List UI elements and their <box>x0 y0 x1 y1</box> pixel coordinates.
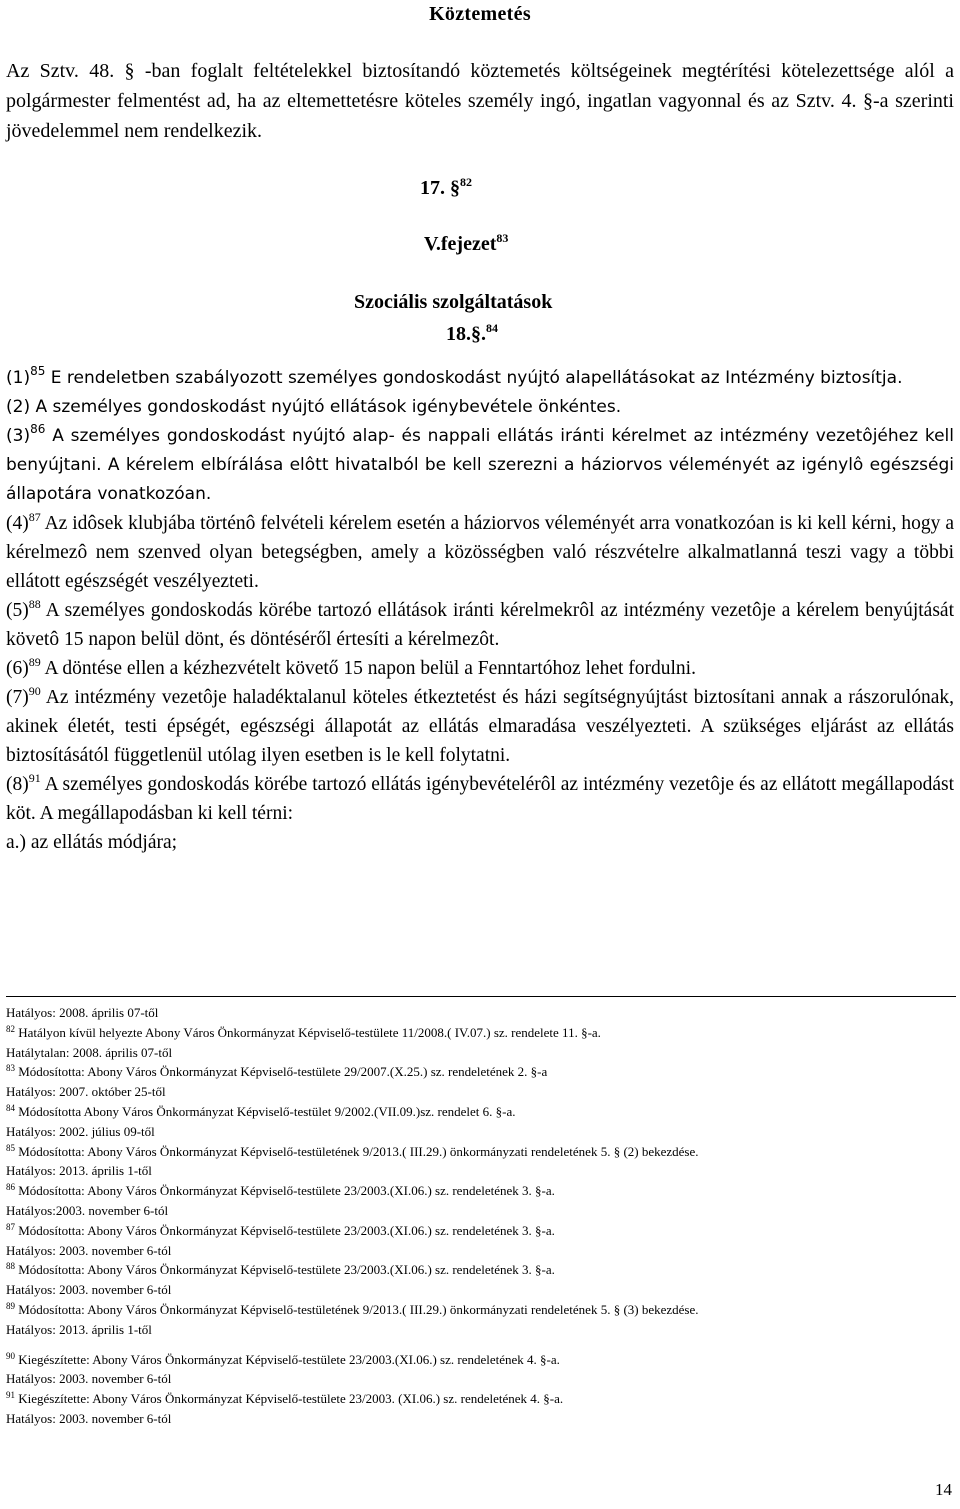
paragraph-text: A személyes gondoskodás körébe tartozó ellátás igénybevételérôl az intézmény vezetôje és az ellátott megállapodást köt. A megállapodásban ki kell térni: <box>6 774 954 824</box>
section-18-label: 18.§. <box>446 323 486 345</box>
footnote-89: $^{89}$ Módosította: Abony Város Önkormányzat Képviselő-testületének 9/2013.( III.29.) önkormányzati rendeletének 5. § (3) bekezdése. <box>6 1300 699 1317</box>
page-title: Köztemetés <box>429 3 531 25</box>
footnote-number: 89 <box>6 1300 15 1311</box>
footnote-84: $^{84}$ Módosította Abony Város Önkormányzat Képviselő-testület 9/2002.(VII.09.)sz. rendelet 6. §-a. <box>6 1102 516 1119</box>
intro-paragraph: Az Sztv. 48. § -ban foglalt feltételekkel biztosítandó köztemetés költségeinek megtérítési kötelezettsége alól a polgármester felmentést ad, ha az eltemettetésre köteles személy ingó, ingatlan vagyonnal és az Sztv. 4. §-a szerinti jövedelemmel nem rendelkezik. <box>6 60 954 142</box>
footnote-line: Hatályos: 2003. november 6-tól <box>6 1371 172 1387</box>
footnote-ref[interactable]: 86 <box>30 422 46 436</box>
footnote-line: Hatályos: 2003. november 6-tól <box>6 1282 172 1298</box>
section-18-heading <box>446 322 498 346</box>
paragraph-number: (5) <box>6 600 29 621</box>
footnote-number: 85 <box>6 1142 15 1153</box>
paragraph-text: A személyes gondoskodást nyújtó alap- és nappali ellátás iránti kérelmet az intézmény vezetôjéhez kell benyújtani. A kérelem elbírálása elôtt hivatalból be kell szerezni a háziorvos véleményét az igénylô egészségi állapotára vonatkozóan. <box>6 426 954 504</box>
footnote-83: $^{83}$ Módosította: Abony Város Önkormányzat Képviselő-testülete 29/2007.(X.25.) sz. rendeletének 2. §-a <box>6 1063 548 1080</box>
footnote-line: Hatályos: 2003. november 6-tól <box>6 1410 172 1426</box>
footnote-ref[interactable]: 83 <box>496 231 509 245</box>
footnote-number: 86 <box>6 1182 15 1193</box>
paragraph-number: (8) <box>6 774 29 795</box>
footnote-number: 88 <box>6 1261 15 1272</box>
footnote-ref[interactable]: 90 <box>28 684 41 698</box>
paragraph-7 <box>6 683 954 770</box>
footnote-ref[interactable]: 87 <box>28 510 41 524</box>
paragraph-5 <box>6 596 954 654</box>
footnote-line: Hatályos: 2003. november 6-tól <box>6 1242 172 1258</box>
paragraph-text: a.) az ellátás módjára; <box>6 832 178 853</box>
paragraph-1 <box>6 364 954 393</box>
footnote-ref[interactable]: 89 <box>28 655 41 669</box>
footnotes <box>6 1003 954 1429</box>
footnote-85: $^{85}$ Módosította: Abony Város Önkormányzat Képviselő-testületének 9/2013.( III.29.) önkormányzati rendeletének 5. § (2) bekezdése. <box>6 1142 699 1159</box>
footnote-87: $^{87}$ Módosította: Abony Város Önkormányzat Képviselő-testülete 23/2003.(XI.06.) sz. rendeletének 3. §-a. <box>6 1221 555 1238</box>
footnote-line: Hatályos:2003. november 6-tól <box>6 1202 169 1218</box>
footnote-number: 83 <box>6 1063 15 1074</box>
footnote-line: Hatályos: 2008. április 07-től <box>6 1005 159 1020</box>
footnote-ref[interactable]: 82 <box>460 175 472 189</box>
footnote-ref[interactable]: 88 <box>28 597 41 611</box>
footnote-ref[interactable]: 91 <box>28 771 41 785</box>
footnote-90: $^{90}$ Kiegészítette: Abony Város Önkormányzat Képviselő-testülete 23/2003.(XI.06.) sz. rendeletének 4. §-a. <box>6 1350 560 1367</box>
paragraph-text: E rendeletben szabályozott személyes gondoskodást nyújtó alapellátásokat az Intézmény biztosítja. <box>45 368 903 388</box>
paragraph-2 <box>6 393 954 422</box>
footnote-ref[interactable]: 84 <box>486 321 498 335</box>
footnote-line: Hatályos: 2013. április 1-től <box>6 1321 152 1337</box>
chapter-label: V.fejezet <box>424 233 497 255</box>
paragraph-8 <box>6 770 954 828</box>
paragraph-text: A személyes gondoskodást nyújtó ellátások igénybevétele önkéntes. <box>30 397 622 417</box>
paragraph-number: (1) <box>6 368 31 388</box>
paragraph-number: (3) <box>6 426 31 446</box>
section-17-heading <box>420 176 472 200</box>
footnote-86: $^{86}$ Módosította: Abony Város Önkormányzat Képviselő-testülete 23/2003.(XI.06.) sz. rendeletének 3. §-a. <box>6 1182 555 1199</box>
footnote-number: 91 <box>6 1390 15 1401</box>
footnote-line: Hatálytalan: 2008. április 07-től <box>6 1044 173 1060</box>
footnote-82: $^{82}$ Hatályon kívül helyezte Abony Város Önkormányzat Képviselő-testülete 11/2008.( IV.07.) sz. rendelete 11. §-a. <box>6 1023 601 1040</box>
section-17-label: 17. § <box>420 177 460 199</box>
paragraph-text: A döntése ellen a kézhezvételt követő 15 napon belül a Fenntartóhoz lehet fordulni. <box>40 658 696 679</box>
page-number: 14 <box>935 1480 952 1499</box>
paragraph-number: (4) <box>6 513 29 534</box>
footnote-number: 84 <box>6 1102 15 1113</box>
chapter-heading <box>424 232 508 256</box>
footnote-line: Hatályos: 2002. július 09-től <box>6 1123 155 1139</box>
footnote-number: 87 <box>6 1221 15 1232</box>
paragraph-4 <box>6 509 954 596</box>
footnote-spacer <box>6 1340 954 1350</box>
paragraph-text: Az idôsek klubjába történô felvételi kérelem esetén a háziorvos véleményét arra vonatkozóan is ki kell kérni, hogy a kérelmezô nem szenved olyan betegségben, amely a közösségben való részvételre alkalmatlanná teszi vagy a többi ellátott egészségét veszélyezteti. <box>6 513 954 592</box>
paragraph-3 <box>6 422 954 509</box>
footnote-line: Hatályos: 2013. április 1-től <box>6 1163 152 1179</box>
section-18-body <box>6 364 954 857</box>
footnote-line: Hatályos: 2007. október 25-től <box>6 1084 166 1100</box>
list-item-a <box>6 828 954 857</box>
paragraph-number: (6) <box>6 658 29 679</box>
chapter-title: Szociális szolgáltatások <box>354 291 553 313</box>
paragraph-6 <box>6 654 954 683</box>
paragraph-text: A személyes gondoskodás körébe tartozó ellátások iránti kérelmekrôl az intézmény vezetôje a kérelem benyújtását követô 15 napon belül dönt, és döntéséről értesíti a kérelmezôt. <box>6 600 954 650</box>
paragraph-number: (2) <box>6 397 31 417</box>
footnote-88: $^{88}$ Módosította: Abony Város Önkormányzat Képviselő-testülete 23/2003.(XI.06.) sz. rendeletének 3. §-a. <box>6 1261 555 1278</box>
footnote-ref[interactable]: 85 <box>30 364 46 378</box>
footnote-separator <box>6 996 956 997</box>
footnote-91: $^{91}$ Kiegészítette: Abony Város Önkormányzat Képviselő-testülete 23/2003. (XI.06.) sz. rendeletének 4. §-a. <box>6 1390 564 1407</box>
footnote-number: 90 <box>6 1350 15 1361</box>
paragraph-number: (7) <box>6 687 29 708</box>
paragraph-text: Az intézmény vezetôje haladéktalanul köteles étkeztetést és házi segítségnyújtást biztosítani annak a rászorulónak, akinek életét, testi épségét, egészségi állapotát az ellátás elmaradása veszélyezteti. A szükséges eljárást az ellátás biztosításától függetlenül utólag ilyen esetben is le kell folytatni. <box>6 687 954 766</box>
footnote-number: 82 <box>6 1023 15 1034</box>
